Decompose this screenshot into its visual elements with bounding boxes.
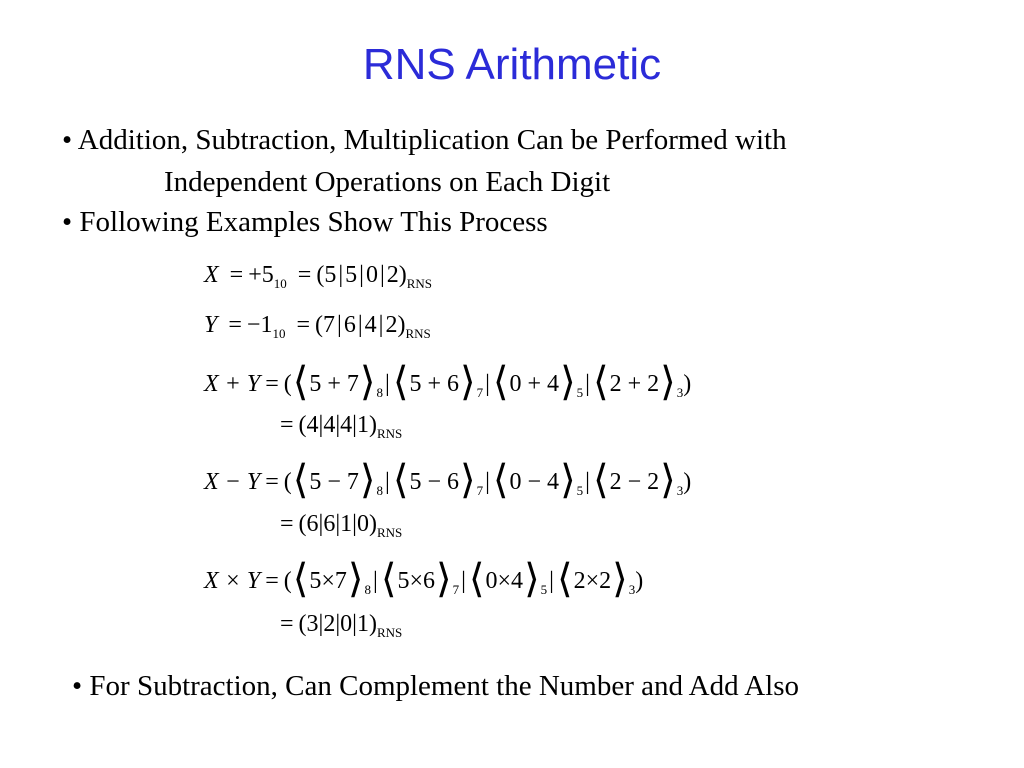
equation-addition: X + Y = (⟨5 + $7⟩_8|⟨5$ + $6⟩_7|⟨0$ + $4⟩_5|⟨2$ + $2⟩_3$) bbox=[204, 359, 692, 404]
multiplication-result: = $(3|2|0|1)_{RNS}$ bbox=[280, 611, 403, 640]
y-variable: Y bbox=[204, 312, 218, 338]
bullet-2: • Following Examples Show This Process bbox=[62, 206, 548, 238]
equation-x-definition: $X = +5_{10} = (5|5|0|2)_{RNS}$ bbox=[204, 262, 433, 291]
subtraction-result: = $(6|6|1|0)_{RNS}$ bbox=[280, 511, 403, 540]
x-variable: X bbox=[204, 262, 219, 288]
bullet-1-line-1: • Addition, Subtraction, Multiplication Can be Performed with bbox=[62, 124, 787, 156]
addition-result: = $(4|4|4|1)_{RNS}$ bbox=[280, 412, 403, 441]
equation-subtraction: X − Y = (⟨5 − $7⟩_8|⟨5$ − $6⟩_7|⟨0$ − $4⟩_5|⟨2$ − $2⟩_3$) bbox=[204, 457, 692, 502]
bullet-1-line-2: Independent Operations on Each Digit bbox=[164, 166, 611, 198]
equation-y-definition: $Y = -1_{10} = (7|6|4|2)_{RNS}$ bbox=[204, 312, 431, 341]
equation-multiplication: $X \times Y = (⟨5\times 7⟩_8|⟨5\times 6⟩_7|⟨0\times 4⟩_5|⟨2\times 2⟩_3)$ bbox=[204, 556, 644, 601]
slide-title: RNS Arithmetic bbox=[362, 40, 662, 89]
bullet-3: • For Subtraction, Can Complement the Number and Add Also bbox=[72, 670, 800, 702]
